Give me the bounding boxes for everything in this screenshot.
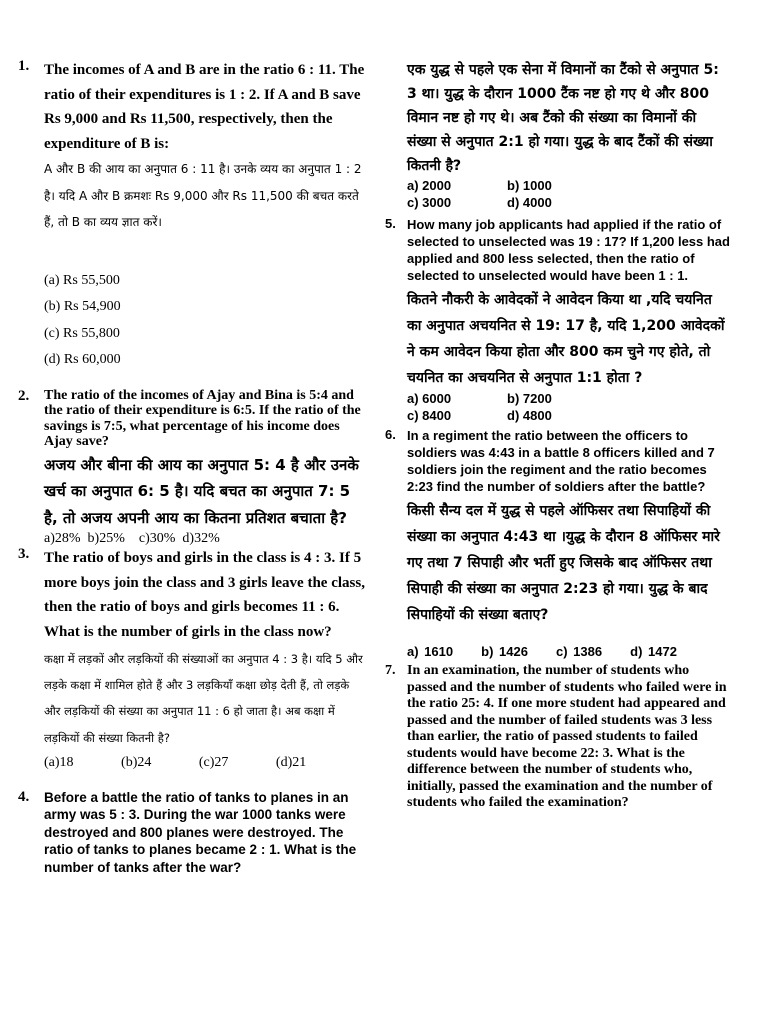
right-column xyxy=(385,58,730,812)
question-text-english: In an examination, the number of students who passed and the number of students who failed were in the ratio 25: 4. If one more student had appeared and passed and the number of failed students was 3 less than earlier, the ratio of passed students to failed students would have become 22: 3. What is the difference between the number of students who, initially, passed the examination and the number of students who failed the examination? xyxy=(407,663,727,810)
question-5 xyxy=(385,216,730,424)
question-1 xyxy=(18,58,368,374)
options-list: a)28% b)25% c)30% d)32% xyxy=(44,531,220,546)
question-number: 7. xyxy=(385,663,396,678)
options-list xyxy=(407,178,730,211)
question-text-hindi: किसी सैन्य दल में युद्ध से पहले ऑफिसर तथा सिपाहियों की संख्या का अनुपात 4:43 था ।युद्ध के दौरान 8 ऑफिसर मारे गए तथा 7 सिपाही और भर्ती हुए जिसके बाद ऑफिसर तथा सिपाही की संख्या का अनुपात 2:23 हो गया। युद्ध के बाद सिपाहियों की संख्या बताए? xyxy=(407,503,720,623)
option-a: (a) Rs 55,500 xyxy=(44,272,120,288)
question-number: 5. xyxy=(385,216,396,231)
question-6 xyxy=(385,427,730,660)
option-d: (d) Rs 60,000 xyxy=(44,352,121,367)
option-c: c) 3000 xyxy=(407,194,452,210)
question-4-hindi xyxy=(385,58,730,211)
options-list xyxy=(407,391,730,424)
question-3 xyxy=(18,546,368,775)
question-2 xyxy=(18,388,368,547)
options-list xyxy=(44,268,368,374)
question-number: 6. xyxy=(385,427,396,442)
option-d: d) 4000 xyxy=(507,194,552,210)
question-4 xyxy=(18,789,368,877)
question-text-hindi: कितने नौकरी के आवेदकों ने आवेदन किया था ,यदि चयनित का अनुपात अचयनित से 19: 17 है, यदि 1,200 आवेदकों ने कम आवेदन किया होता और 800 कम चुने गए होते, तो चयनित का अचयनित से अनुपात 1:1 होता ? xyxy=(407,292,725,386)
question-number: 3. xyxy=(18,546,30,562)
option-b: b) 1000 xyxy=(507,178,552,193)
question-number: 2. xyxy=(18,387,30,404)
option-a: a) 6000 xyxy=(407,391,452,406)
question-text-english: Before a battle the ratio of tanks to planes in an army was 5 : 3. During the war 1000 tanks were destroyed and 800 planes were destroyed. The ratio of tanks to planes became 2 : 1. What is the number of tanks after the war? xyxy=(44,789,357,875)
question-7 xyxy=(385,663,730,812)
options-list: (a)18 (b)24 (c)27 (d)21 xyxy=(44,754,307,770)
question-text-english: The incomes of A and B are in the ratio 6 : 11. The ratio of their expenditures is 1 : 2. If A and B save Rs 9,000 and Rs 11,500, respectively, then the expenditure of B is: xyxy=(44,62,365,152)
question-text-hindi: अजय और बीना की आय का अनुपात 5: 4 है और उनके खर्च का अनुपात 6: 5 है। यदि बचत का अनुपात 7: 5 है, तो अजय अपनी आय का कितना प्रतिशत बचाता है? xyxy=(44,455,359,527)
option-c: c) 8400 xyxy=(407,407,452,423)
option-b: (b) Rs 54,900 xyxy=(44,299,121,314)
question-text-hindi: एक युद्ध से पहले एक सेना में विमानों का टैंको से अनुपात 5: 3 था। युद्ध के दौरान 1000 टैंक नष्ट हो गए थे और 800 विमान नष्ट हो गए थे। अब टैंको की संख्या का विमानों की संख्या से अनुपात 2:1 हो गया। युद्ध के बाद टैंकों की संख्या कितनी है? xyxy=(407,62,719,174)
option-c: (c) Rs 55,800 xyxy=(44,325,120,341)
question-number: 4. xyxy=(18,788,30,805)
question-number: 1. xyxy=(18,58,30,74)
option-d: d) 4800 xyxy=(507,407,552,423)
left-column xyxy=(18,58,368,876)
options-list: a) 1610 b) 1426 c) 1386 d) 1472 xyxy=(407,644,677,659)
option-b: b) 7200 xyxy=(507,391,552,406)
question-text-english: In a regiment the ratio between the officers to soldiers was 4:43 in a battle 8 officers killed and 7 soldiers join the regiment and the ratio becomes 2:23 find the number of soldiers after the battle? xyxy=(407,428,715,494)
question-text-english: The ratio of boys and girls in the class is 4 : 3. If 5 more boys join the class and 3 girls leave the class, then the ratio of boys and girls becomes 11 : 6. What is the number of girls in the class now? xyxy=(44,550,365,640)
option-a: a) 2000 xyxy=(407,178,452,193)
question-text-hindi: A और B की आय का अनुपात 6 : 11 है। उनके व्यय का अनुपात 1 : 2 है। यदि A और B क्रमशः Rs 9,000 और Rs 11,500 की बचत करते हैं, तो B का व्यय ज्ञात करें। xyxy=(44,162,362,229)
question-text-hindi: कक्षा में लड़कों और लड़कियों की संख्याओं का अनुपात 4 : 3 है। यदि 5 और लड़के कक्षा में शामिल होते हैं और 3 लड़कियाँ कक्षा छोड़ देती हैं, तो लड़के और लड़कियों की संख्या का अनुपात 11 : 6 हो जाता है। अब कक्षा में लड़कियों की संख्या कितनी है? xyxy=(44,652,363,745)
question-text-english: How many job applicants had applied if the ratio of selected to unselected was 19 : 17? If 1,200 less had applied and 800 less selected, then the ratio of selected to unselected would have been 1 : 1. xyxy=(407,217,730,283)
question-text-english: The ratio of the incomes of Ajay and Bina is 5:4 and the ratio of their expenditure is 6:5. If the ratio of the savings is 7:5, what percentage of his income does Ajay save? xyxy=(44,387,361,449)
